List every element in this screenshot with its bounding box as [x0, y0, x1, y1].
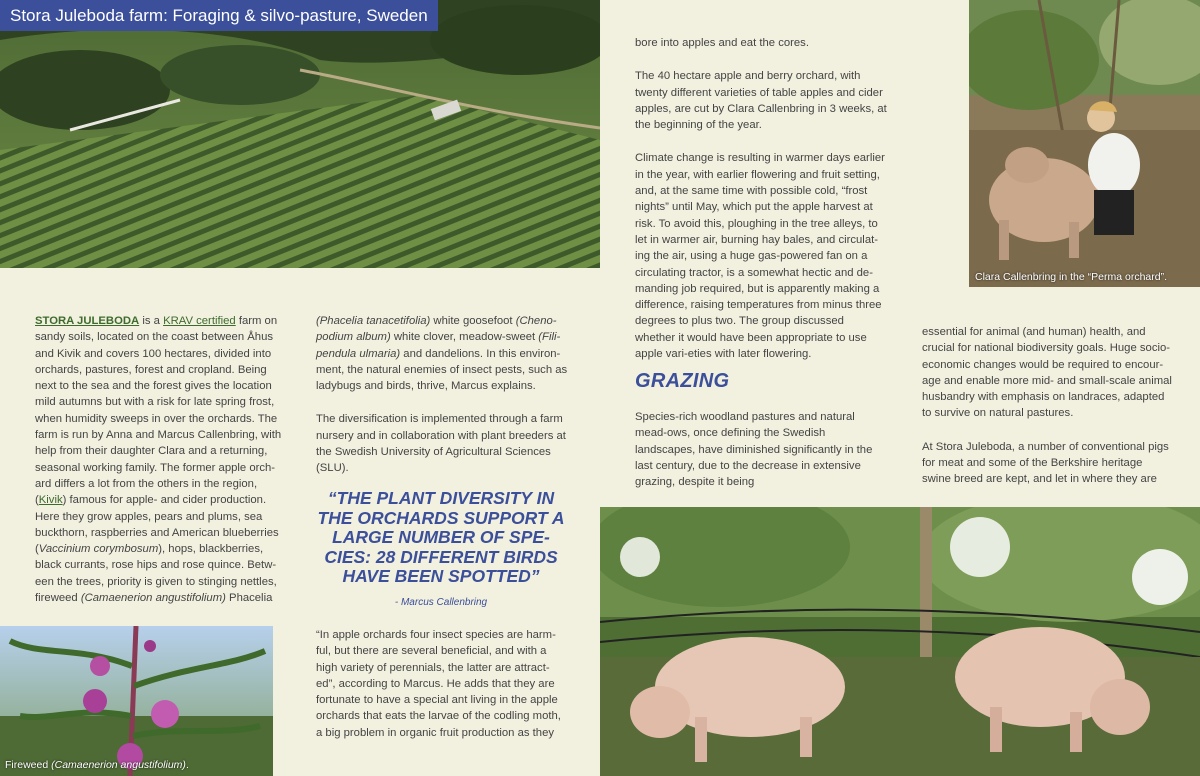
- quote-author: - Marcus Callenbring: [394, 597, 488, 608]
- kivik-link[interactable]: Kivik: [38, 494, 63, 507]
- column-two-upper: (Phacelia tanacetifolia) white goosefoot (Cheno-podium album) white clover, meadow-sweet (Fili-pendula ulmaria) and dandelions. In this environ-ment, the natural enemies of insect pests, such as ladybugs and birds, thrive, Marcus explains. The diversification is implemented through a farm nursery and in collaboration with plant breeders at the Swedish University of Agricultural Sciences (SLU).: [316, 313, 568, 477]
- orchard-paragraph: The 40 hectare apple and berry orchard, with twenty different varieties of table apples and cider apples, are cut by Clara Callenbring in 3 weeks, at the beginning of the year.: [635, 70, 887, 132]
- pull-quote: “THE PLANT DIVERSITY IN THE ORCHARDS SUPPORT A LARGE NUMBER OF SPE-CIES: 28 DIFFERENT BIRDS HAVE BEEN SPOTTED”: [317, 488, 565, 586]
- clara-pig-photo: [969, 0, 1200, 287]
- grazing-paragraph: Species-rich woodland pastures and natural mead-ows, once defining the Swedish landscapes, have diminished significantly in the last century, due to the decrease in extensive grazing, despite it being: [635, 411, 873, 489]
- grazing-pigs-photo: [600, 507, 1200, 776]
- column-four: essential for animal (and human) health, and crucial for national biodiversity goals. Huge socio-economic changes would be required to encour-age and enable more mid- and small-scale animal husbandry with emphasis on landraces, adapted to survive on natural pastures. At Stora Juleboda, a number of conventional pigs for meat and some of the Berkshire heritage swine breed are kept, and let in where they are: [922, 324, 1174, 488]
- stora-juleboda-link[interactable]: STORA JULEBODA: [35, 315, 140, 327]
- intro-column: STORA JULEBODA is a KRAV certified farm on sandy soils, located on the coast between Åhus and Kivik and covers 100 hectares, divided into orchards, pastures, forest and cropland. Being next to the sea and the forest gives the location mild autumns but with a risk for late spring frost, when humidity sweeps in over the orchards. The farm is run by Anna and Marcus Callenbring, with help from their daughter Clara and a returning, seasonal working family. The former apple orch-ard differs a lot from the others in the region, (Kivik) famous for apple- and cider production. Here they grow apples, pears and plums, sea buckthorn, raspberries and American blueberries (Vaccinium corymbosum), hops, blackberries, black currants, rose hips and rose quince. Betw-een the trees, priority is given to stinging nettles, fireweed (Camaenerion angustifolium) Phacelia: [35, 315, 282, 605]
- fireweed-photo: [0, 626, 273, 776]
- climate-paragraph: Climate change is resulting in warmer days earlier in the year, with earlier flowering and fruit setting, and, at the same time with possible cold, “frost nights” until May, which put the apple harvest at risk. To avoid this, ploughing in the tree alleys, to let in warmer air, burning hay bales, and circulat-ing the air, using a huge gas-powered fan on a circulating tractor, is a somewhat hectic and de-manding job required, but is apparently making a difference, raising temperatures from minus three degrees to plus two. The group discussed whether it would have been appropriate to use apple vari-eties with later flowering.: [635, 152, 885, 361]
- krav-certified-link[interactable]: KRAV certified: [163, 315, 236, 327]
- fireweed-caption: Fireweed (Camaenerion angustifolium).: [5, 759, 189, 771]
- pigs-paragraph: At Stora Juleboda, a number of conventional pigs for meat and some of the Berkshire heritage swine breed are kept, and let in where they are: [922, 440, 1169, 486]
- article-title: Stora Juleboda farm: Foraging & silvo-pasture, Sweden: [0, 0, 438, 31]
- farm-nursery-paragraph: The diversification is implemented through a farm nursery and in collaboration with plant breeders at the Swedish University of Agricultural Sciences (SLU).: [316, 413, 566, 475]
- section-heading-grazing: GRAZING: [635, 370, 730, 392]
- insect-paragraph: “In apple orchards four insect species are harm-ful, but there are several beneficial, and with a high variety of perennials, the latter are attract-ed”, according to Marcus. He adds that they are fortunate to have a special ant living in the apple orchards that eats the larvae of the codling moth, a big problem in organic fruit production as they: [316, 629, 561, 739]
- aerial-orchard-photo: [0, 0, 600, 268]
- column-three: bore into apples and eat the cores. The 40 hectare apple and berry orchard, with twenty different varieties of table apples and cider apples, are cut by Clara Callenbring in 3 weeks, at the beginning of the year. Climate change is resulting in warmer days earlier in the year, with earlier flowering and fruit setting, and, at the same time with possible cold, “frost nights” until May, which put the apple harvest at risk. To avoid this, ploughing in the tree alleys, to let in warmer air, burning hay bales, and circulat-ing the air, using a huge gas-powered fan on a circulating tractor, is a somewhat hectic and de-manding job required, but is apparently making a difference, raising temperatures from minus three degrees to plus two. The group discussed whether it would have been appropriate to use apple vari-eties with later flowering.: [635, 35, 887, 362]
- clara-photo-caption: Clara Callenbring in the “Perma orchard”.: [975, 271, 1167, 283]
